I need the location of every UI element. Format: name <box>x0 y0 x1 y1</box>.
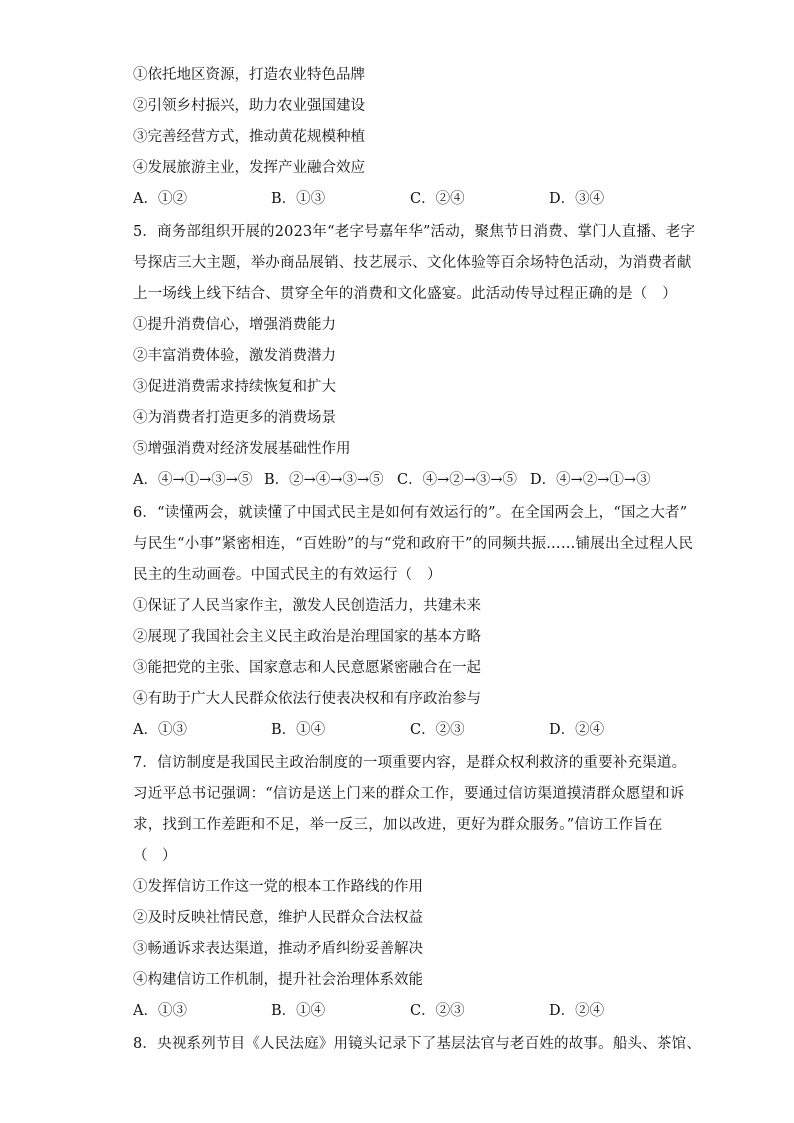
question-6-stem: 6．“读懂两会，就读懂了中国式民主是如何有效运行的”。在全国两会上，“国之大者” <box>133 505 688 521</box>
option-line: ④为消费者打造更多的消费场景 <box>133 410 336 426</box>
option-line: ③能把党的主张、国家意志和人民意愿紧密融合在一起 <box>133 660 481 676</box>
option-line: ①提升消费信心，增强消费能力 <box>133 317 336 333</box>
answer-choice-b: B．①④ <box>271 1003 326 1019</box>
answer-options <box>133 189 673 209</box>
answer-choice-c: C．②③ <box>410 1003 465 1019</box>
answer-options <box>133 1001 673 1021</box>
question-8-stem: 8．央视系列节目《人民法庭》用镜头记录下了基层法官与老百姓的故事。船头、茶馆、 <box>133 1036 702 1052</box>
answer-choice-a: A．④→①→③→⑤ <box>133 472 253 488</box>
option-line: ③完善经营方式，推动黄花规模种植 <box>133 129 365 145</box>
answer-options <box>133 470 673 490</box>
question-7-stem: 习近平总书记强调：“信访是送上门来的群众工作，要通过信访渠道摸清群众愿望和诉 <box>133 786 685 802</box>
question-7-stem: 求，找到工作差距和不足，举一反三，加以改进，更好为群众服务。”信访工作旨在 <box>133 817 663 833</box>
question-6-stem: 民主的生动画卷。中国式民主的有效运行（ ） <box>133 567 442 583</box>
option-line: ③畅通诉求表达渠道，推动矛盾纠纷妥善解决 <box>133 941 423 957</box>
answer-choice-c: C．②④ <box>410 191 465 207</box>
option-line: ②展现了我国社会主义民主政治是治理国家的基本方略 <box>133 629 481 645</box>
option-line: ③促进消费需求持续恢复和扩大 <box>133 379 336 395</box>
option-line: ④发展旅游主业，发挥产业融合效应 <box>133 160 365 176</box>
answer-choice-d: D．②④ <box>549 722 605 738</box>
answer-choice-d: D．③④ <box>549 191 605 207</box>
answer-choice-d: D．②④ <box>549 1003 605 1019</box>
option-line: ②丰富消费体验，激发消费潜力 <box>133 348 336 364</box>
answer-choice-d: D．④→②→①→③ <box>530 472 651 488</box>
option-line: ①发挥信访工作这一党的根本工作路线的作用 <box>133 879 423 895</box>
option-line: ④构建信访工作机制，提升社会治理体系效能 <box>133 972 423 988</box>
option-line: ①保证了人民当家作主，激发人民创造活力，共建未来 <box>133 598 481 614</box>
question-7-stem: 7．信访制度是我国民主政治制度的一项重要内容，是群众权利救济的重要补充渠道。 <box>133 755 687 771</box>
question-6-stem: 与民生“小事”紧密相连，“百姓盼”的与“党和政府干”的同频共振……铺展出全过程人民 <box>133 536 694 552</box>
answer-choice-a: A．①③ <box>133 1003 187 1019</box>
answer-blank: （ ） <box>133 848 177 864</box>
answer-choice-c: C．②③ <box>410 722 465 738</box>
answer-choice-b: B．②→④→③→⑤ <box>264 472 384 488</box>
question-5-stem: 号探店三大主题，举办商品展销、技艺展示、文化体验等百余场特色活动，为消费者献 <box>133 255 692 271</box>
answer-options <box>133 720 673 740</box>
answer-choice-a: A．①③ <box>133 722 187 738</box>
option-line: ②引领乡村振兴，助力农业强国建设 <box>133 98 365 114</box>
answer-choice-c: C．④→②→③→⑤ <box>397 472 518 488</box>
option-line: ④有助于广大人民群众依法行使表决权和有序政治参与 <box>133 691 481 707</box>
question-5-stem: 上一场线上线下结合、贯穿全年的消费和文化盛宴。此活动传导过程正确的是（ ） <box>133 286 677 302</box>
option-line: ⑤增强消费对经济发展基础性作用 <box>133 441 351 457</box>
option-line: ②及时反映社情民意，维护人民群众合法权益 <box>133 910 423 926</box>
answer-choice-b: B．①③ <box>271 191 326 207</box>
question-5-stem: 5．商务部组织开展的2023年“老字号嘉年华”活动，聚焦节日消费、掌门人直播、老字 <box>133 224 696 240</box>
option-line: ①依托地区资源，打造农业特色品牌 <box>133 67 365 83</box>
answer-choice-a: A．①② <box>133 191 187 207</box>
answer-choice-b: B．①④ <box>271 722 326 738</box>
